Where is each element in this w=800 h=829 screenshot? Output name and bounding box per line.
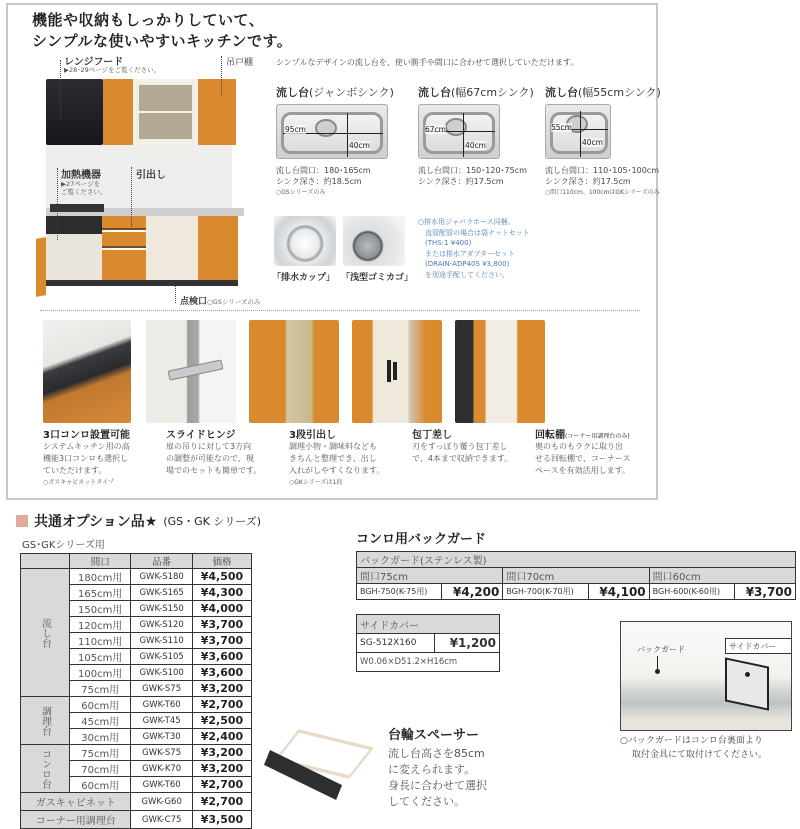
table-row: 110cm用 GWK-S110 ¥3,700 [21, 633, 252, 649]
sink-2-image [418, 104, 500, 159]
sink-3-depth-dim: 40cm [582, 138, 603, 147]
group-sink: 流し台 [21, 569, 70, 697]
range-hood-ref: ▶28･29ページをご覧ください。 [64, 66, 161, 74]
group-stove-counter: コンロ台 [21, 745, 70, 793]
side-cover-table: サイドカバー SG-512X160 ¥1,200 W0.06×D51.2×H16cm [356, 614, 500, 672]
feature-knife-holder: 包丁差し 刃をすっぽり覆う包丁差し で、4本まで収納できます。 [412, 430, 513, 463]
table-row: 流し台 180cm用 GWK-S180 ¥4,500 [21, 569, 252, 585]
three-tier-drawer-photo [249, 320, 339, 423]
inspection-pointer [175, 285, 176, 303]
wall-cabinet-open [133, 79, 198, 145]
backguard-photo-label: バックガード [637, 645, 685, 654]
options-section-title: 共通オプション品★ (GS・GK シリーズ) [16, 511, 261, 531]
table-row: 75cm用 GWK-S75 ¥3,200 [21, 681, 252, 697]
sink-1-image [276, 104, 388, 159]
col-price: 価格 [192, 554, 251, 569]
sink-1-width-dim: 95cm [285, 125, 306, 134]
spacer-description: 流し台高さを85cm に変えられます。 身長に合わせて選択 してください。 [388, 747, 487, 808]
table-row: 30cm用 GWK-T30 ¥2,400 [21, 729, 252, 745]
options-price-table [20, 553, 252, 829]
spacer-image [270, 736, 374, 792]
drain-hose-note: ○排水用ジャバラホース同梱。 直管配管の場合は袋ナットセット (THS:1 ¥400) または排水アダプターセット (DRAIN-ADP40S ¥3,800) を別途手配してください。 [418, 218, 530, 279]
table-row: 120cm用 GWK-S120 ¥3,700 [21, 617, 252, 633]
sidecover-photo-label: サイドカバー [725, 638, 792, 654]
heater-pointer [57, 168, 58, 240]
slide-hinge-photo [146, 320, 236, 423]
heater-label: 加熱機器 [61, 170, 101, 181]
sink-1-title: 流し台(ジャンボシンク) [276, 86, 394, 99]
table-row: 70cm用 GWK-K70 ¥3,200 [21, 761, 252, 777]
inspection-label: 点検口○GSシリーズのみ [180, 297, 261, 307]
spacer-title: 台輪スペーサー [388, 728, 480, 743]
backguard-table-header: バックガード(ステンレス製) [357, 552, 796, 568]
drawer-label: 引出し [136, 170, 166, 181]
sink-3-info: 流し台間口：110･105･100cm シンク深さ：約17.5cm ○間口110cm、100cmはGKシリーズのみ [545, 166, 660, 196]
table-row: 165cm用 GWK-S165 ¥4,300 [21, 585, 252, 601]
table-row: 105cm用 GWK-S105 ¥3,600 [21, 649, 252, 665]
sink-3-title: 流し台(幅55cmシンク) [545, 86, 661, 99]
sink-1-info: 流し台間口：180･165cm シンク深さ：約18.5cm ○GSシリーズのみ [276, 166, 371, 196]
options-table-caption: GS･GKシリーズ用 [22, 540, 105, 551]
feature-three-burner: 3口コンロ設置可能 システムキッチン用の高 機能3口コンロも選択し ていただけます。 ○ガスキャビネットタイプ [43, 430, 130, 486]
section-marker-icon [16, 515, 28, 527]
feature-rotating-shelf: 回転棚(コーナー用調理台のみ) 奥のものもラクに取り出 せる回転棚で、コーナース ペースを有効活用します。 [535, 430, 631, 475]
rotating-shelf-photo [455, 320, 545, 423]
sink-1-depth-dim: 40cm [349, 141, 370, 150]
intro-text: シンプルなデザインの流し台を、使い勝手や間口に合わせて選択していただけます。 [276, 58, 579, 67]
table-row: 45cm用 GWK-T45 ¥2,500 [21, 713, 252, 729]
heater-ref-2: ご覧ください。 [61, 188, 107, 196]
headline [32, 10, 292, 52]
backguard-title: コンロ用バックガード [356, 532, 487, 547]
range-hood-image [46, 79, 103, 145]
knife-holder-photo [352, 320, 442, 423]
wall-cabinet-label: 吊戸棚 [226, 58, 254, 68]
range-hood-label: レンジフード [64, 57, 124, 68]
feature-divider [40, 310, 640, 311]
heater-ref-1: ▶27ページを [61, 180, 101, 188]
drain-cup-label: 「排水カップ」 [272, 273, 335, 283]
headline-line-2: シンプルな使いやすいキッチンです。 [32, 32, 293, 50]
backguard-photo [620, 621, 792, 731]
backguard-price-table: バックガード(ステンレス製) 間口75cm 間口70cm 間口60cm BGH-750(K-75用) ¥4,200 BGH-700(K-70用) ¥4,100 BGH-600(K-60用) ¥3,700 [356, 551, 796, 600]
col-part-number: 品番 [131, 554, 192, 569]
table-row: ガスキャビネット GWK-G60 ¥2,700 [21, 793, 252, 811]
table-row: SG-512X160 ¥1,200 [357, 634, 500, 653]
backguard-note: ○バックガードはコンロ台裏面より 取付金具にて取付けてください。 [620, 736, 768, 760]
table-row: コンロ台 75cm用 GWK-S75 ¥3,200 [21, 745, 252, 761]
feature-slide-hinge: スライドヒンジ 扉の吊りに対して3方向 の調整が可能なので、現 場でのセットも簡単です。 [166, 430, 262, 475]
feature-three-tier-drawer: 3段引出し 調理小物・調味料なども きちんと整理でき、出し 入れがしやすくなります。 ○GKシリーズは1段 [289, 430, 385, 486]
group-prep-counter: 調理台 [21, 697, 70, 745]
sink-2-info: 流し台間口：150･120･75cm シンク深さ：約17.5cm [418, 166, 527, 186]
table-row: 調理台 60cm用 GWK-T60 ¥2,700 [21, 697, 252, 713]
sink-3-image [545, 104, 611, 159]
drain-cup-image [274, 216, 336, 266]
table-row: コーナー用調理台 GWK-C75 ¥3,500 [21, 811, 252, 829]
sink-2-width-dim: 67cm [425, 125, 446, 134]
table-row: 100cm用 GWK-S100 ¥3,600 [21, 665, 252, 681]
sink-2-depth-dim: 40cm [465, 141, 486, 150]
range-hood-pointer [60, 60, 61, 120]
wall-cabinet-pointer [221, 56, 222, 96]
table-row: 60cm用 GWK-T60 ¥2,700 [21, 777, 252, 793]
shallow-trash-basket-image [343, 216, 405, 266]
sink-3-width-dim: 55cm [551, 123, 572, 132]
shallow-trash-basket-label: 「浅型ゴミカゴ」 [341, 273, 414, 283]
table-row: BGH-750(K-75用) ¥4,200 BGH-700(K-70用) ¥4,100 BGH-600(K-60用) ¥3,700 [357, 584, 796, 600]
col-frontage: 間口 [70, 554, 131, 569]
drawer-pointer [131, 167, 132, 227]
three-burner-stove-photo [43, 320, 131, 423]
sink-2-title: 流し台(幅67cmシンク) [418, 86, 534, 99]
headline-line-1: 機能や収納もしっかりしていて、 [32, 11, 265, 29]
table-row: 150cm用 GWK-S150 ¥4,000 [21, 601, 252, 617]
